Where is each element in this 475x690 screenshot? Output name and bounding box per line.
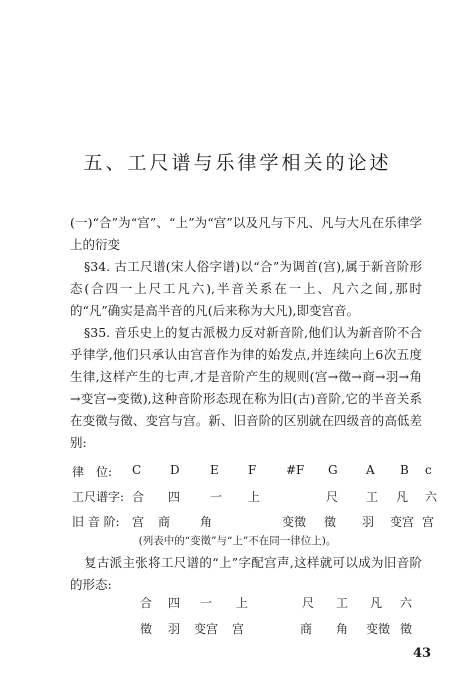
section-title: 五、工尺谱与乐律学相关的论述 xyxy=(83,152,392,174)
table-row xyxy=(70,488,438,506)
paragraph-35: §35. 音乐史上的复古派极力反对新音阶,他们认为新音阶不合乎律学,他们只承认由宫音作为律的始发点,并连续向上6次五度生律,这样产生的七声,才是音阶产生的规则(宫→徵→商→羽→角→变宫→变徵),这种音阶形态现在称为旧(古)音阶,它的半音关系在变徵与徵、变宫与宫。新、旧音阶的区别就在四级音的高低差别: xyxy=(70,325,422,450)
paragraph-heading: (一)“合”为“宫”、“上”为“宫”以及凡与下凡、凡与大凡在乐律学上的衍变 xyxy=(70,215,422,252)
table-cell: 合 xyxy=(140,596,153,610)
table-cell: 变宫 xyxy=(390,515,415,529)
table-cell: 一 xyxy=(210,490,223,504)
table-cell: 六 xyxy=(400,596,413,610)
table-cell: D xyxy=(170,463,180,477)
table-cell: 羽 xyxy=(362,515,375,529)
page-number: 43 xyxy=(413,646,432,661)
table-cell: 四 xyxy=(168,596,181,610)
table-cell: B xyxy=(400,463,409,477)
table-cell: G xyxy=(328,463,338,477)
table-cell: 宫 xyxy=(232,622,245,636)
table-cell: 六 xyxy=(425,490,438,504)
row-label: 律 位: xyxy=(72,465,113,479)
table-cell: A xyxy=(366,463,375,477)
table-cell: 角 xyxy=(336,622,349,636)
table-cell: F xyxy=(248,463,257,477)
table-cell: C xyxy=(132,463,142,477)
table-cell: 徵 xyxy=(140,622,153,636)
table-cell: 一 xyxy=(200,596,213,610)
table-cell: 商 xyxy=(300,622,313,636)
table-cell: 宫 xyxy=(132,515,145,529)
table-row xyxy=(0,620,475,638)
table-cell: 变宫 xyxy=(194,622,219,636)
paragraph-34: §34. 古工尺谱(宋人俗字谱)以“合”为调首(宫),属于新音阶形态(合四一上尺工凡六),半音关系在一上、凡六之间,那时的“凡”确实是高半音的凡(后来称为大凡),即变宫音。 xyxy=(70,259,422,318)
table-cell: 徵 xyxy=(400,622,413,636)
table-cell: 尺 xyxy=(326,490,339,504)
table-cell: 尺 xyxy=(302,596,315,610)
row-label: 旧 音 阶: xyxy=(72,515,120,529)
table-cell: 宫 xyxy=(422,515,435,529)
table-cell: 羽 xyxy=(168,622,181,636)
table-cell: c xyxy=(425,463,432,477)
table-row xyxy=(70,513,435,531)
table-cell: 凡 xyxy=(370,596,383,610)
table-cell: 上 xyxy=(248,490,261,504)
table-note: (列表中的“变徵”与“上”不在同一律位上)。 xyxy=(138,535,337,547)
table-row xyxy=(0,594,475,612)
table-cell: 四 xyxy=(168,490,181,504)
table-cell: 变徵 xyxy=(366,622,391,636)
table-cell: 凡 xyxy=(396,490,409,504)
table-cell: 商 xyxy=(158,515,171,529)
table-cell: 角 xyxy=(200,515,213,529)
table-cell: #F xyxy=(286,463,305,477)
table-cell: 上 xyxy=(236,596,249,610)
table-cell: 合 xyxy=(132,490,145,504)
table-cell: E xyxy=(210,463,219,477)
table-cell: 工 xyxy=(336,596,349,610)
table-cell: 工 xyxy=(366,490,379,504)
table-row xyxy=(70,463,430,481)
row-label: 工尺谱字: xyxy=(72,490,125,504)
paragraph-restoration: 复古派主张将工尺谱的“上”字配宫声,这样就可以成为旧音阶的形态: xyxy=(70,555,422,592)
table-cell: 变徵 xyxy=(282,515,307,529)
table-cell: 徵 xyxy=(324,515,337,529)
